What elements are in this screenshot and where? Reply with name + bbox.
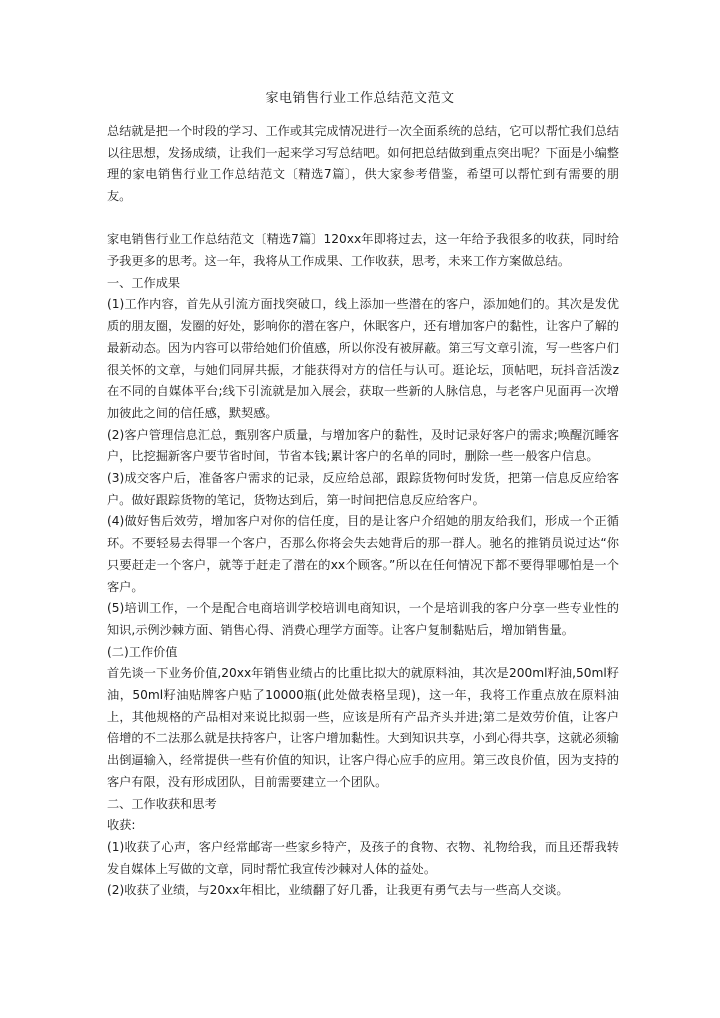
body-paragraph: (2)客户管理信息汇总，甄别客户质量，与增加客户的黏性，及时记录好客户的需求;唤醒沉睡客户，比挖掘新客户要节省时间，节省本钱;累计客户的名单的同时，删除一些一般客户信息。 — [107, 427, 619, 464]
paragraph-gap — [107, 208, 619, 230]
body-paragraph: (1)收获了心声，客户经常邮寄一些家乡特产，及孩子的食物、衣物、礼物给我，而且还帮我转发自媒体上写做的文章，同时帮忙我宣传沙棘对人体的益处。 — [107, 840, 619, 876]
document-body — [107, 121, 619, 902]
body-paragraph: (4)做好售后效劳，增加客户对你的信任度，目的是让客户介绍她的朋友给我们，形成一个正循环。不要轻易去得罪一个客户，否那么你将会失去她背后的那一群人。驰名的推销员说过达“你只要赶走一个客户，就等于赶走了潜在的xx个顾客。”所以在任何情况下都不要得罪哪怕是一个客户。 — [107, 514, 619, 594]
body-paragraph: (3)成交客户后，准备客户需求的记录，反应给总部，跟踪货物何时发货，把第一信息反应给客户。做好跟踪货物的笔记，货物达到后，第一时间把信息反应给客户。 — [107, 471, 619, 507]
body-paragraph: (1)工作内容，首先从引流方面找突破口，线上添加一些潜在的客户，添加她们的。其次是发优质的朋友圈，发圈的好处，影响你的潜在客户，休眠客户，还有增加客户的黏性，让客户了解的最新动态。因为内容可以带给她们价值感，所以你没有被屏蔽。第三写文章引流，写一些客户们很关怀的文章，与她们同屏共振，才能获得对方的信任与认可。逛论坛，顶帖吧，玩抖音活泼z在不同的自媒体平台;线下引流就是加入展会，获取一些新的人脉信息，与老客户见面再一次增加彼此之间的信任感，默契感。 — [107, 297, 619, 420]
document-title: 家电销售行业工作总结范文范文 — [265, 91, 455, 106]
body-paragraph: (5)培训工作，一个是配合电商培训学校培训电商知识，一个是培训我的客户分享一些专业性的知识,示例沙棘方面、销售心得、消费心理学方面等。让客户复制黏贴后，增加销售量。 — [107, 601, 619, 637]
body-paragraph: (2)收获了业绩，与20xx年相比，业绩翻了好几番，让我更有勇气去与一些高人交谈。 — [107, 883, 569, 898]
intro-paragraph: 总结就是把一个时段的学习、工作或其完成情况进行一次全面系统的总结，它可以帮忙我们总结以往思想，发扬成绩，让我们一起来学习写总结吧。如何把总结做到重点突出呢？下面是小编整理的家电销售行业工作总结范文〔精选7篇〕，供大家参考借鉴，希望可以帮忙到有需要的朋友。 — [107, 124, 619, 204]
section-heading: 一、工作成果 — [107, 275, 181, 290]
body-paragraph: 家电销售行业工作总结范文〔精选7篇〕120xx年即将过去，这一年给予我很多的收获，同时给予我更多的思考。这一年，我将从工作成果、工作收获，思考，未来工作方案做总结。 — [107, 232, 619, 269]
subheading: 收获: — [107, 818, 136, 833]
section-heading: (二)工作价值 — [107, 644, 178, 659]
body-paragraph: 首先谈一下业务价值,20xx年销售业绩占的比重比拟大的就原料油，其次是200ml籽油,50ml籽油，50ml籽油贴牌客户贴了10000瓶(此处做表格呈现)，这一年，我将工作重点放在原料油上，其他规格的产品相对来说比拟弱一些，应该是所有产品齐头并进;第二是效劳价值，让客户倍增的不二法那么就是扶持客户，让客户增加黏性。大到知识共享，小到心得共享，这就必须输出倒逼输入，经常提供一些有价值的知识，让客户得心应手的应用。第三改良价值，因为支持的客户有限，没有形成团队，目前需要建立一个团队。 — [107, 666, 619, 789]
section-heading: 二、工作收获和思考 — [107, 796, 217, 811]
